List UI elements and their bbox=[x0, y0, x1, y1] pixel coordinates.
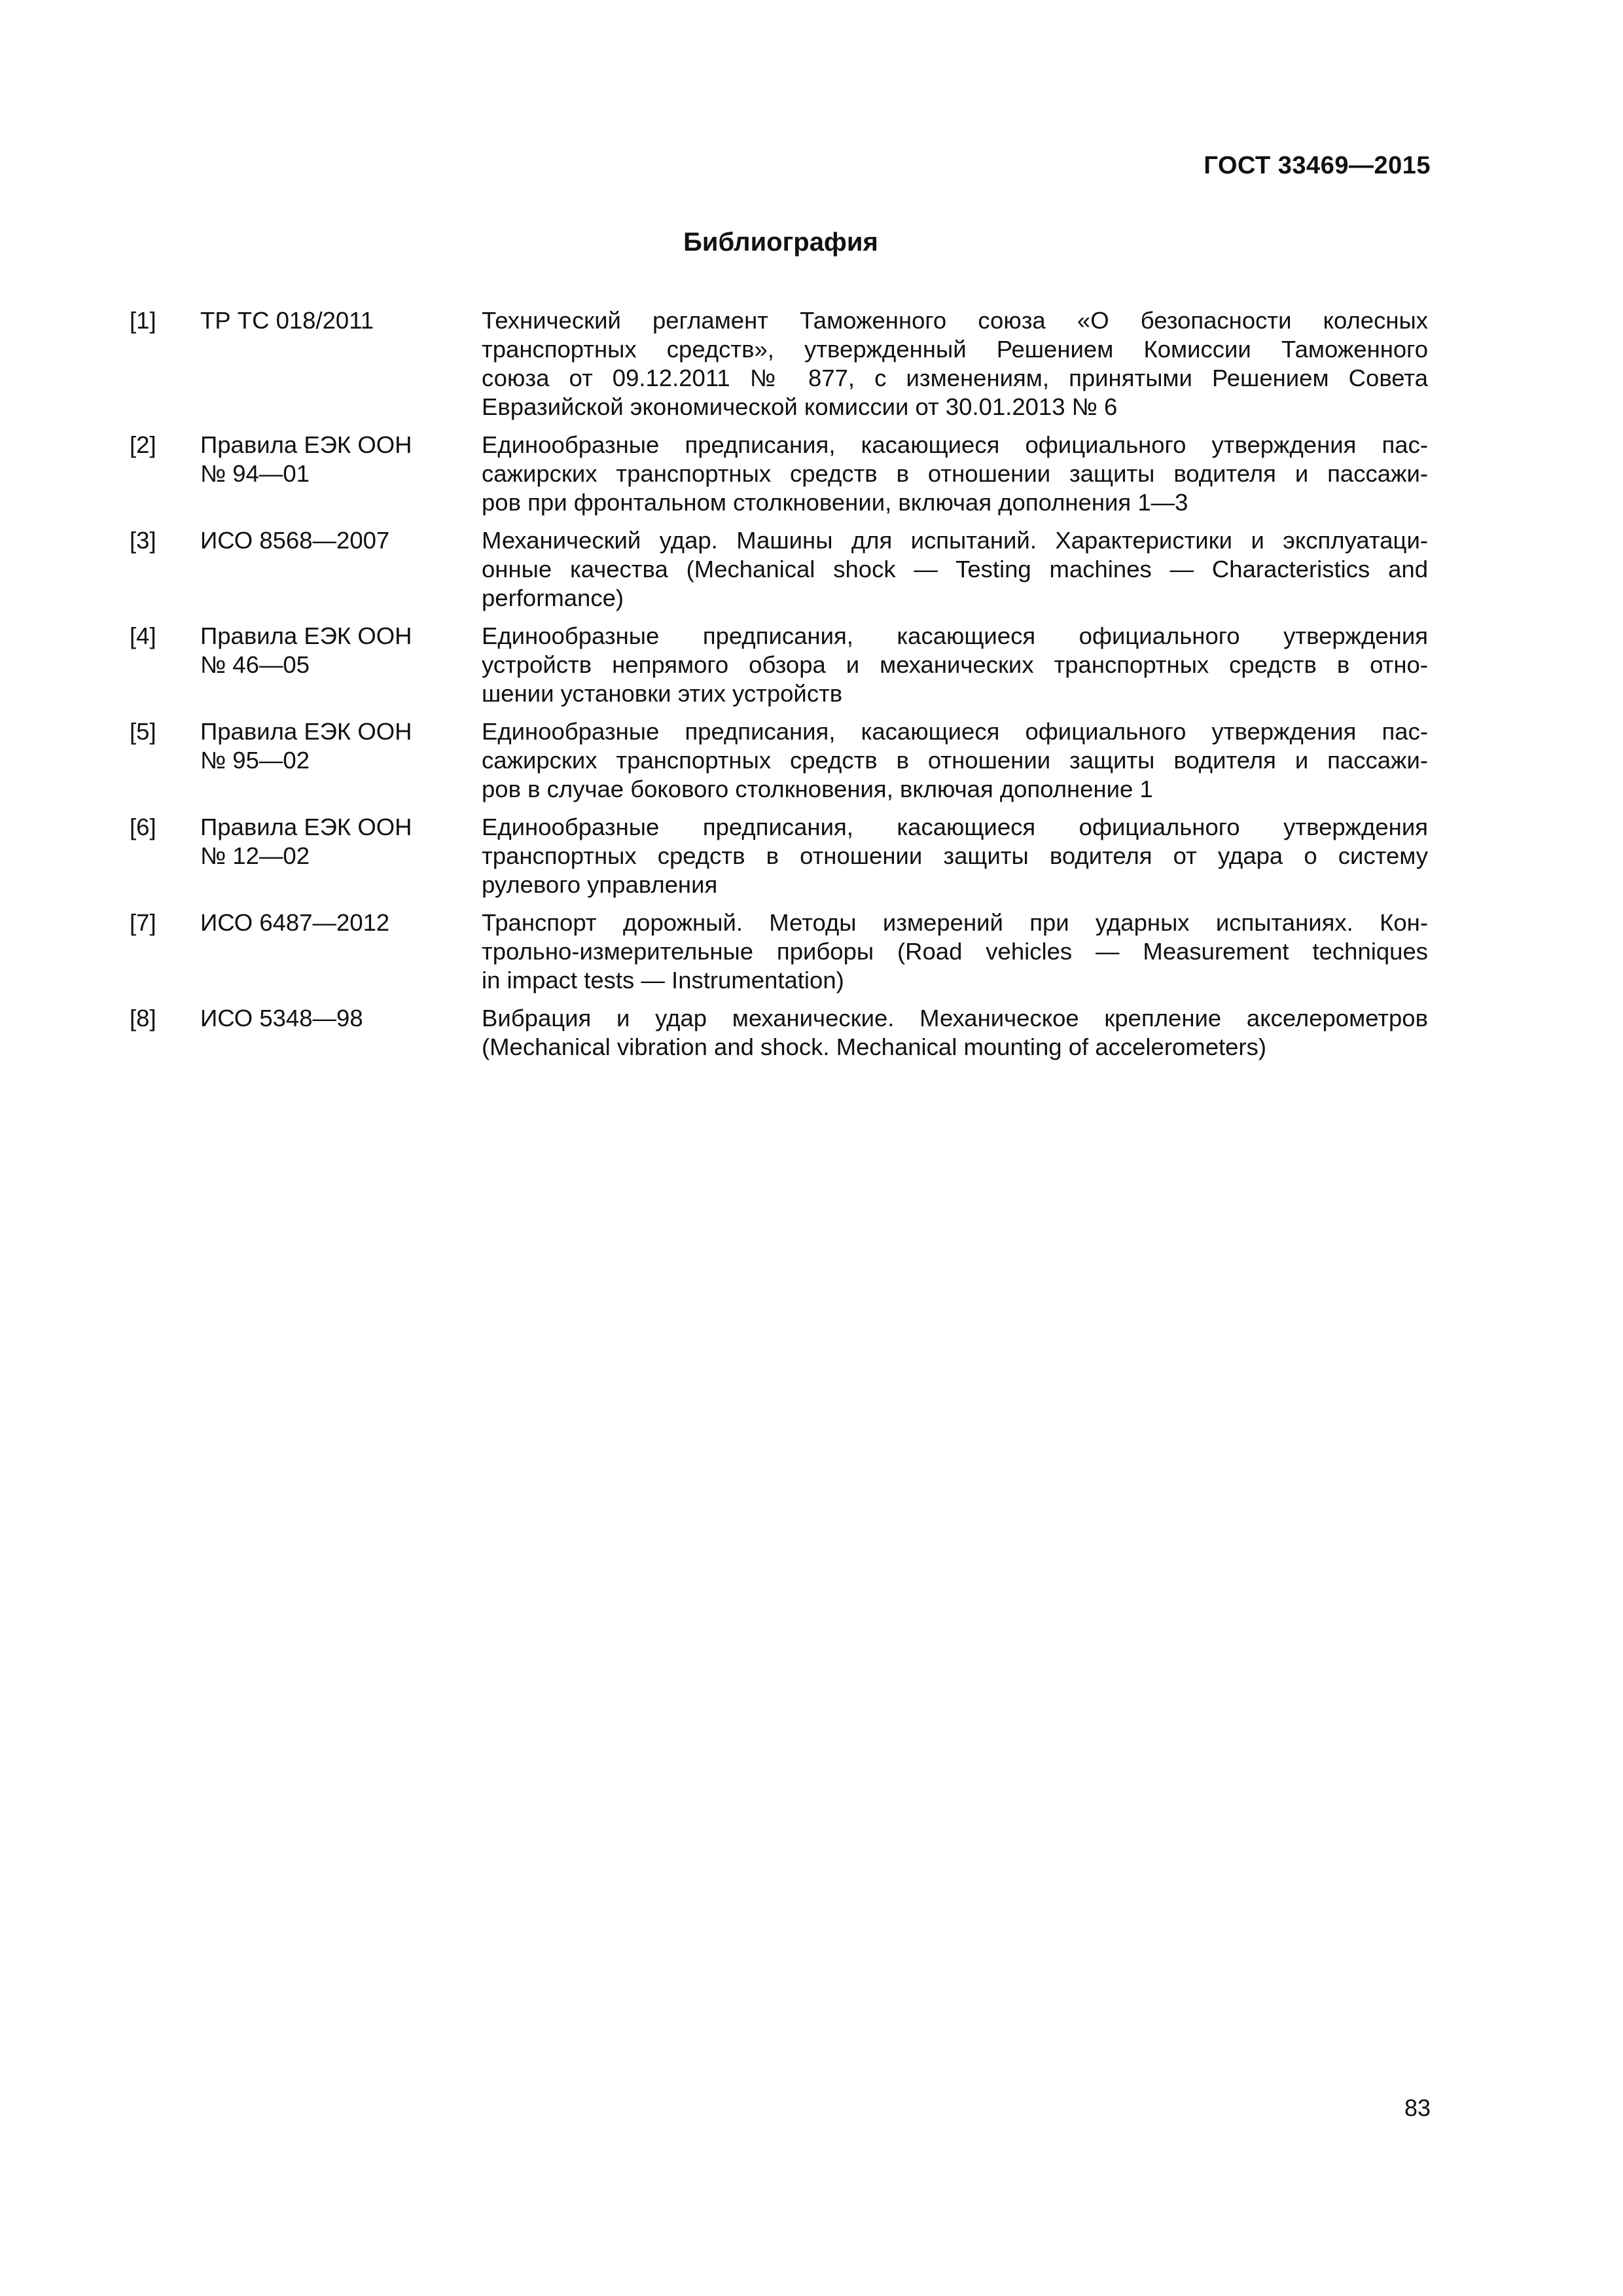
entry-description-line: рулевого управления bbox=[482, 871, 718, 898]
bibliography-entry-6 bbox=[130, 813, 1428, 899]
entry-description-line: performance) bbox=[482, 584, 624, 611]
bibliography-entry-7 bbox=[130, 908, 1428, 995]
entry-description-line: шении установки этих устройств bbox=[482, 680, 843, 707]
entry-code bbox=[200, 622, 482, 708]
entry-description-line: Транспорт дорожный. Методы измерений при ударных испытаниях. Кон- bbox=[482, 909, 1428, 936]
entry-description-line: Механический удар. Машины для испытаний. Характеристики и эксплуатаци- bbox=[482, 527, 1428, 554]
entry-description bbox=[482, 813, 1428, 899]
entry-description bbox=[482, 908, 1428, 995]
entry-code bbox=[200, 813, 482, 899]
entry-description-line: транспортных средств», утвержденный Решением Комиссии Таможенного bbox=[482, 336, 1428, 363]
entry-code-line: Правила ЕЭК ООН bbox=[200, 814, 412, 840]
entry-description-line: in impact tests — Instrumentation) bbox=[482, 967, 844, 994]
entry-code bbox=[200, 717, 482, 804]
entry-code bbox=[200, 1004, 482, 1062]
document-code: ГОСТ 33469—2015 bbox=[1204, 152, 1431, 179]
entry-description bbox=[482, 622, 1428, 708]
entry-code-line: ТР ТС 018/2011 bbox=[200, 307, 374, 334]
entry-code-line: Правила ЕЭК ООН bbox=[200, 718, 412, 745]
entry-description-line: ров в случае бокового столкновения, включая дополнение 1 bbox=[482, 776, 1153, 802]
entry-description-line: транспортных средств в отношении защиты водителя от удара о систему bbox=[482, 842, 1428, 869]
bibliography-entry-8 bbox=[130, 1004, 1428, 1062]
entry-number: [1] bbox=[130, 307, 156, 334]
entry-description-line: Технический регламент Таможенного союза «О безопасности колесных bbox=[482, 307, 1428, 334]
entry-description-line: ров при фронтальном столкновении, включая дополнения 1—3 bbox=[482, 489, 1188, 516]
entry-code bbox=[200, 431, 482, 517]
entry-number: [7] bbox=[130, 909, 156, 936]
entry-number: [3] bbox=[130, 527, 156, 554]
entry-code bbox=[200, 306, 482, 422]
entry-number: [4] bbox=[130, 622, 156, 649]
entry-description-line: Единообразные предписания, касающиеся официального утверждения пас- bbox=[482, 431, 1428, 458]
entry-description-line: Вибрация и удар механические. Механическое крепление акселерометров bbox=[482, 1005, 1428, 1031]
entry-description-line: Единообразные предписания, касающиеся официального утверждения bbox=[482, 814, 1428, 840]
entry-code-line: Правила ЕЭК ООН bbox=[200, 622, 412, 649]
entry-description-line: сажирских транспортных средств в отношении защиты водителя и пассажи- bbox=[482, 747, 1428, 774]
entry-description bbox=[482, 526, 1428, 613]
entry-description bbox=[482, 306, 1428, 422]
entry-number: [6] bbox=[130, 814, 156, 840]
entry-number: [5] bbox=[130, 718, 156, 745]
page-title: Библиография bbox=[683, 228, 878, 257]
bibliography-entry-4 bbox=[130, 622, 1428, 708]
bibliography-entry-2 bbox=[130, 431, 1428, 517]
entry-code-line: ИСО 6487—2012 bbox=[200, 909, 390, 936]
bibliography-entry-1 bbox=[130, 306, 1428, 422]
entry-description bbox=[482, 1004, 1428, 1062]
page-number: 83 bbox=[1404, 2094, 1431, 2121]
entry-description bbox=[482, 431, 1428, 517]
entry-code-line: № 46—05 bbox=[200, 651, 310, 678]
entry-code-line: № 94—01 bbox=[200, 460, 310, 487]
entry-description-line: онные качества (Mechanical shock — Testing machines — Characteristics and bbox=[482, 556, 1428, 583]
bibliography-entry-3 bbox=[130, 526, 1428, 613]
entry-description-line: трольно-измерительные приборы (Road vehicles — Measurement techniques bbox=[482, 938, 1428, 965]
entry-code-line: ИСО 8568—2007 bbox=[200, 527, 390, 554]
entry-description-line: устройств непрямого обзора и механических транспортных средств в отно- bbox=[482, 651, 1428, 678]
entry-code-line: № 12—02 bbox=[200, 842, 310, 869]
entry-description bbox=[482, 717, 1428, 804]
entry-code bbox=[200, 526, 482, 613]
bibliography-list bbox=[130, 306, 1428, 1071]
entry-description-line: сажирских транспортных средств в отношении защиты водителя и пассажи- bbox=[482, 460, 1428, 487]
entry-code-line: Правила ЕЭК ООН bbox=[200, 431, 412, 458]
entry-description-line: Единообразные предписания, касающиеся официального утверждения bbox=[482, 622, 1428, 649]
entry-code-line: ИСО 5348—98 bbox=[200, 1005, 363, 1031]
entry-code-line: № 95—02 bbox=[200, 747, 310, 774]
entry-description-line: союза от 09.12.2011 № 877, с изменениям, принятыми Решением Совета bbox=[482, 365, 1428, 391]
bibliography-entry-5 bbox=[130, 717, 1428, 804]
entry-description-line: Евразийской экономической комиссии от 30.01.2013 № 6 bbox=[482, 393, 1118, 420]
entry-number: [8] bbox=[130, 1005, 156, 1031]
entry-description-line: (Mechanical vibration and shock. Mechanical mounting of accelerometers) bbox=[482, 1033, 1266, 1060]
entry-description-line: Единообразные предписания, касающиеся официального утверждения пас- bbox=[482, 718, 1428, 745]
entry-code bbox=[200, 908, 482, 995]
entry-number: [2] bbox=[130, 431, 156, 458]
